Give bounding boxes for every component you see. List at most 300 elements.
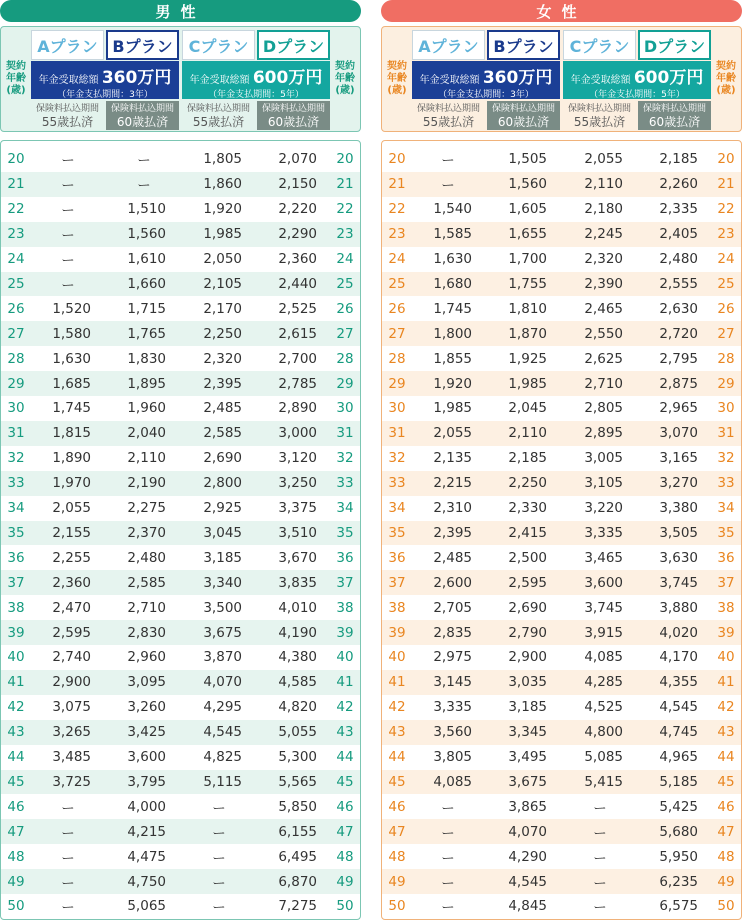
plan-a-value: 1,585: [433, 226, 472, 243]
plan-a-value: 2,310: [433, 500, 472, 517]
age-cell: 33: [717, 475, 735, 492]
plan-d-value: 6,155: [278, 823, 317, 840]
plan-d-value: 6,870: [278, 873, 317, 890]
age-cell: 39: [336, 624, 354, 641]
age-cell: 22: [717, 201, 735, 218]
plan-b-value: 2,250: [508, 475, 547, 492]
age-cell: 50: [336, 898, 354, 915]
plan-d-value: 2,290: [278, 226, 317, 243]
table-row: [1, 770, 360, 795]
age-cell: 47: [336, 823, 354, 840]
age-cell: 26: [336, 300, 354, 317]
age-cell: 36: [388, 549, 406, 566]
age-cell: 41: [388, 674, 406, 691]
table-row: [1, 371, 360, 396]
plan-b-value: 2,690: [508, 599, 547, 616]
age-cell: 38: [7, 599, 25, 616]
plan-c-value: 3,005: [584, 450, 623, 467]
plan-c-value: ー: [212, 875, 226, 892]
plan-c-value: 1,805: [203, 151, 242, 168]
age-cell: 44: [717, 749, 735, 766]
plan-c-value: 2,320: [584, 251, 623, 268]
plan-b-value: 2,585: [127, 574, 166, 591]
plan-d-value: 2,150: [278, 176, 317, 193]
plan-a-value: ー: [441, 178, 455, 195]
plan-a-value: 2,705: [433, 599, 472, 616]
plan-d-label: Dプラン: [638, 30, 711, 60]
plan-b-value: 2,415: [508, 524, 547, 541]
age-cell: 45: [7, 773, 25, 790]
table-row: [1, 794, 360, 819]
plan-d-value: 2,700: [278, 350, 317, 367]
plan-b-value: ー: [137, 153, 151, 170]
table-row: [382, 321, 741, 346]
plan-d-value: 5,950: [659, 848, 698, 865]
plan-b-value: 1,925: [508, 350, 547, 367]
age-cell: 21: [7, 176, 25, 193]
age-column-header: 契約年齢(歳): [716, 61, 736, 96]
age-cell: 40: [7, 649, 25, 666]
plan-c-value: 1,985: [203, 226, 242, 243]
table-row: [1, 222, 360, 247]
age-cell: 30: [388, 400, 406, 417]
plan-c-value: 3,335: [584, 524, 623, 541]
age-cell: 42: [7, 699, 25, 716]
plan-a-value: 1,890: [52, 450, 91, 467]
plan-c-value: 1,860: [203, 176, 242, 193]
table-row: [1, 197, 360, 222]
age-cell: 42: [717, 699, 735, 716]
plan-d-value: 3,380: [659, 500, 698, 517]
age-cell: 22: [336, 201, 354, 218]
age-cell: 33: [388, 475, 406, 492]
plan-d-value: 4,020: [659, 624, 698, 641]
plan-a-value: 2,135: [433, 450, 472, 467]
plan-b-value: 3,185: [508, 699, 547, 716]
table-row: [382, 147, 741, 172]
plan-c-value: 4,825: [203, 749, 242, 766]
age-cell: 41: [717, 674, 735, 691]
age-cell: 34: [388, 500, 406, 517]
plan-a-value: 1,630: [433, 251, 472, 268]
table-row: [382, 172, 741, 197]
age-cell: 46: [717, 798, 735, 815]
plan-c-value: ー: [593, 800, 607, 817]
plan-c-value: 2,110: [584, 176, 623, 193]
plan-d-value: 4,190: [278, 624, 317, 641]
table-row: [1, 720, 360, 745]
plan-d-value: 4,170: [659, 649, 698, 666]
age-cell: 36: [717, 549, 735, 566]
plan-b-value: 2,595: [508, 574, 547, 591]
age-cell: 23: [7, 226, 25, 243]
age-cell: 49: [388, 873, 406, 890]
plan-d-value: 3,000: [278, 425, 317, 442]
table-row: [382, 844, 741, 869]
age-cell: 49: [336, 873, 354, 890]
age-cell: 30: [717, 400, 735, 417]
table-row: [382, 545, 741, 570]
plan-c-value: ー: [593, 825, 607, 842]
plan-c-value: 3,465: [584, 549, 623, 566]
age-cell: 33: [7, 475, 25, 492]
plan-c-value: 4,295: [203, 699, 242, 716]
plan-b-value: 2,110: [508, 425, 547, 442]
plan-b-value: 3,675: [508, 773, 547, 790]
plan-a-value: 2,155: [52, 524, 91, 541]
plan-b-value: 3,600: [127, 749, 166, 766]
table-row: [382, 247, 741, 272]
payment-period-b: 保険料払込期間 60歳払済: [106, 101, 179, 130]
age-cell: 41: [336, 674, 354, 691]
plan-d-value: 2,360: [278, 251, 317, 268]
age-cell: 31: [336, 425, 354, 442]
female-title: 女性: [381, 0, 742, 22]
plan-a-value: ー: [61, 875, 75, 892]
table-row: [1, 695, 360, 720]
plan-d-value: 4,820: [278, 699, 317, 716]
plan-d-value: 3,880: [659, 599, 698, 616]
age-cell: 27: [7, 325, 25, 342]
plan-a-value: ー: [61, 900, 75, 917]
age-cell: 21: [717, 176, 735, 193]
plan-b-value: 2,790: [508, 624, 547, 641]
table-row: [382, 869, 741, 894]
plan-d-value: 5,300: [278, 749, 317, 766]
plan-c-value: 3,105: [584, 475, 623, 492]
plan-b-value: 1,560: [508, 176, 547, 193]
plan-a-value: ー: [441, 800, 455, 817]
age-cell: 32: [336, 450, 354, 467]
plan-a-value: 1,815: [52, 425, 91, 442]
age-cell: 38: [336, 599, 354, 616]
plan-d-value: 5,565: [278, 773, 317, 790]
plan-c-label: Cプラン: [182, 30, 255, 60]
plan-d-value: 2,965: [659, 400, 698, 417]
plan-d-value: 3,835: [278, 574, 317, 591]
plan-c-value: 5,115: [203, 773, 242, 790]
table-row: [382, 670, 741, 695]
age-cell: 46: [336, 798, 354, 815]
plan-b-value: 1,755: [508, 275, 547, 292]
age-cell: 26: [388, 300, 406, 317]
table-row: [1, 844, 360, 869]
age-cell: 45: [388, 773, 406, 790]
plan-c-value: 3,675: [203, 624, 242, 641]
table-row: [1, 147, 360, 172]
plan-d-value: 2,785: [278, 375, 317, 392]
plan-c-value: 3,745: [584, 599, 623, 616]
plan-c-value: 2,625: [584, 350, 623, 367]
age-cell: 41: [7, 674, 25, 691]
plan-d-value: 3,070: [659, 425, 698, 442]
plan-d-value: 3,250: [278, 475, 317, 492]
male-rows: [0, 140, 361, 920]
plan-b-value: 1,715: [127, 300, 166, 317]
age-cell: 39: [717, 624, 735, 641]
plan-a-value: 3,265: [52, 724, 91, 741]
table-row: [382, 695, 741, 720]
plan-a-value: 3,805: [433, 749, 472, 766]
plan-d-value: 5,055: [278, 724, 317, 741]
plan-a-value: 2,055: [433, 425, 472, 442]
age-cell: 32: [717, 450, 735, 467]
age-cell: 32: [388, 450, 406, 467]
plan-c-value: 3,915: [584, 624, 623, 641]
table-row: [382, 770, 741, 795]
age-cell: 46: [7, 798, 25, 815]
age-cell: 27: [388, 325, 406, 342]
plan-c-value: 2,690: [203, 450, 242, 467]
plan-c-value: 5,085: [584, 749, 623, 766]
age-cell: 20: [388, 151, 406, 168]
plan-c-value: ー: [212, 900, 226, 917]
table-row: [382, 446, 741, 471]
plan-b-value: 2,900: [508, 649, 547, 666]
plan-b-value: 1,985: [508, 375, 547, 392]
table-row: [1, 172, 360, 197]
plan-d-value: 2,335: [659, 201, 698, 218]
plan-b-value: 1,505: [508, 151, 547, 168]
plan-d-value: 4,010: [278, 599, 317, 616]
plan-c-value: 5,415: [584, 773, 623, 790]
plan-b-value: 2,480: [127, 549, 166, 566]
table-row: [1, 446, 360, 471]
plan-d-value: 2,555: [659, 275, 698, 292]
plan-c-value: 2,250: [203, 325, 242, 342]
plan-d-value: 4,965: [659, 749, 698, 766]
age-cell: 49: [7, 873, 25, 890]
plan-c-value: 2,895: [584, 425, 623, 442]
age-cell: 40: [336, 649, 354, 666]
table-row: [382, 595, 741, 620]
plan-d-value: 6,495: [278, 848, 317, 865]
plan-c-label: Cプラン: [563, 30, 636, 60]
age-cell: 44: [388, 749, 406, 766]
payment-period-b: 保険料払込期間 60歳払済: [487, 101, 560, 130]
age-cell: 35: [7, 524, 25, 541]
table-row: [1, 496, 360, 521]
plan-a-value: 1,985: [433, 400, 472, 417]
plan-a-value: 1,685: [52, 375, 91, 392]
plan-c-value: 2,050: [203, 251, 242, 268]
table-row: [1, 396, 360, 421]
age-cell: 29: [336, 375, 354, 392]
age-cell: 48: [717, 848, 735, 865]
plan-d-value: 6,235: [659, 873, 698, 890]
plan-a-value: ー: [61, 178, 75, 195]
age-cell: 31: [388, 425, 406, 442]
plan-b-value: 1,810: [508, 300, 547, 317]
plan-b-value: 2,275: [127, 500, 166, 517]
age-cell: 43: [7, 724, 25, 741]
age-cell: 20: [336, 151, 354, 168]
plan-d-value: 2,185: [659, 151, 698, 168]
age-cell: 24: [7, 251, 25, 268]
plan-c-value: 3,600: [584, 574, 623, 591]
plan-a-value: 1,970: [52, 475, 91, 492]
age-column-header: 契約年齢(歳): [387, 61, 407, 96]
plan-c-value: ー: [593, 875, 607, 892]
plan-d-value: 4,380: [278, 649, 317, 666]
table-row: [382, 645, 741, 670]
plan-a-value: 2,360: [52, 574, 91, 591]
plan-b-value: 2,710: [127, 599, 166, 616]
table-row: [1, 894, 360, 919]
plan-d-value: 3,270: [659, 475, 698, 492]
age-cell: 37: [336, 574, 354, 591]
plan-d-value: 3,165: [659, 450, 698, 467]
age-cell: 34: [336, 500, 354, 517]
age-cell: 40: [717, 649, 735, 666]
age-cell: 29: [7, 375, 25, 392]
payment-period-c: 保険料払込期間 55歳払済: [567, 104, 631, 129]
plan-c-value: ー: [593, 850, 607, 867]
plan-a-value: ー: [61, 203, 75, 220]
table-row: [1, 645, 360, 670]
age-cell: 42: [336, 699, 354, 716]
plan-a-value: ー: [61, 800, 75, 817]
age-cell: 20: [7, 151, 25, 168]
plan-a-value: 2,055: [52, 500, 91, 517]
plan-a-value: 2,835: [433, 624, 472, 641]
plan-d-value: 4,545: [659, 699, 698, 716]
age-cell: 47: [7, 823, 25, 840]
plan-c-value: 3,220: [584, 500, 623, 517]
table-row: [382, 521, 741, 546]
plan-a-value: 2,255: [52, 549, 91, 566]
plan-b-value: 2,110: [127, 450, 166, 467]
plan-b-value: 1,655: [508, 226, 547, 243]
plan-c-value: 2,550: [584, 325, 623, 342]
plan-a-value: ー: [61, 153, 75, 170]
table-row: [1, 272, 360, 297]
plan-a-value: 3,485: [52, 749, 91, 766]
plan-c-value: ー: [593, 900, 607, 917]
age-cell: 43: [336, 724, 354, 741]
plan-d-label: Dプラン: [257, 30, 330, 60]
plan-d-value: 2,615: [278, 325, 317, 342]
table-row: [1, 321, 360, 346]
age-cell: 34: [7, 500, 25, 517]
age-cell: 43: [717, 724, 735, 741]
plan-c-value: 2,585: [203, 425, 242, 442]
table-row: [382, 371, 741, 396]
age-cell: 44: [336, 749, 354, 766]
table-row: [1, 296, 360, 321]
plan-b-value: 3,345: [508, 724, 547, 741]
plan-c-value: 4,525: [584, 699, 623, 716]
plan-c-value: 2,800: [203, 475, 242, 492]
table-row: [1, 670, 360, 695]
payment-period-d: 保険料払込期間 60歳払済: [257, 101, 330, 130]
plan-c-value: 3,185: [203, 549, 242, 566]
female-rows: [381, 140, 742, 920]
age-cell: 44: [7, 749, 25, 766]
plan-d-value: 2,875: [659, 375, 698, 392]
age-cell: 37: [7, 574, 25, 591]
table-row: [382, 222, 741, 247]
plan-b-value: 4,545: [508, 873, 547, 890]
plan-d-value: 4,745: [659, 724, 698, 741]
age-cell: 48: [388, 848, 406, 865]
plan-d-value: 5,850: [278, 798, 317, 815]
plan-d-value: 3,745: [659, 574, 698, 591]
plan-b-value: 4,070: [508, 823, 547, 840]
plan-a-value: 1,580: [52, 325, 91, 342]
age-cell: 28: [388, 350, 406, 367]
plan-a-value: 3,560: [433, 724, 472, 741]
age-cell: 50: [7, 898, 25, 915]
age-column-header: 契約年齢(歳): [335, 61, 355, 96]
plan-d-value: 3,375: [278, 500, 317, 517]
plan-b-value: 1,510: [127, 201, 166, 218]
table-row: [1, 595, 360, 620]
plan-a-value: ー: [61, 825, 75, 842]
plan-b-value: 2,830: [127, 624, 166, 641]
age-cell: 45: [717, 773, 735, 790]
plan-a-value: ー: [61, 277, 75, 294]
plan-d-value: 2,630: [659, 300, 698, 317]
age-cell: 48: [336, 848, 354, 865]
table-row: [382, 570, 741, 595]
age-cell: 24: [336, 251, 354, 268]
plan-d-value: 7,275: [278, 898, 317, 915]
age-cell: 23: [336, 226, 354, 243]
plan-b-value: 4,000: [127, 798, 166, 815]
plan-d-value: 3,120: [278, 450, 317, 467]
male-title: 男性: [0, 0, 361, 22]
table-row: [382, 720, 741, 745]
plan-c-value: 2,055: [584, 151, 623, 168]
table-row: [1, 521, 360, 546]
table-row: [382, 496, 741, 521]
plan-a-value: 3,145: [433, 674, 472, 691]
plan-c-value: 3,500: [203, 599, 242, 616]
male-table: [0, 0, 361, 920]
plan-d-value: 5,425: [659, 798, 698, 815]
table-row: [382, 396, 741, 421]
plan-b-value: 1,765: [127, 325, 166, 342]
plan-c-value: 4,285: [584, 674, 623, 691]
plan-b-value: 2,370: [127, 524, 166, 541]
age-cell: 22: [388, 201, 406, 218]
age-cell: 50: [717, 898, 735, 915]
payment-period-c: 保険料払込期間 55歳払済: [186, 104, 250, 129]
plan-b-value: 2,500: [508, 549, 547, 566]
plan-b-value: 1,830: [127, 350, 166, 367]
plan-a-label: Aプラン: [31, 30, 104, 60]
plan-a-value: 1,540: [433, 201, 472, 218]
table-row: [1, 421, 360, 446]
age-cell: 37: [388, 574, 406, 591]
plan-d-value: 3,630: [659, 549, 698, 566]
plan-a-value: 1,745: [433, 300, 472, 317]
age-column-header: 契約年齢(歳): [6, 61, 26, 96]
plan-b-value: 3,260: [127, 699, 166, 716]
plan-a-value: 3,725: [52, 773, 91, 790]
age-cell: 42: [388, 699, 406, 716]
table-row: [1, 570, 360, 595]
age-cell: 49: [717, 873, 735, 890]
plan-c-value: 2,925: [203, 500, 242, 517]
plan-a-value: 2,395: [433, 524, 472, 541]
plan-b-value: 4,215: [127, 823, 166, 840]
plan-a-value: 2,740: [52, 649, 91, 666]
plan-d-value: 6,575: [659, 898, 698, 915]
age-cell: 47: [717, 823, 735, 840]
plan-d-value: 2,525: [278, 300, 317, 317]
